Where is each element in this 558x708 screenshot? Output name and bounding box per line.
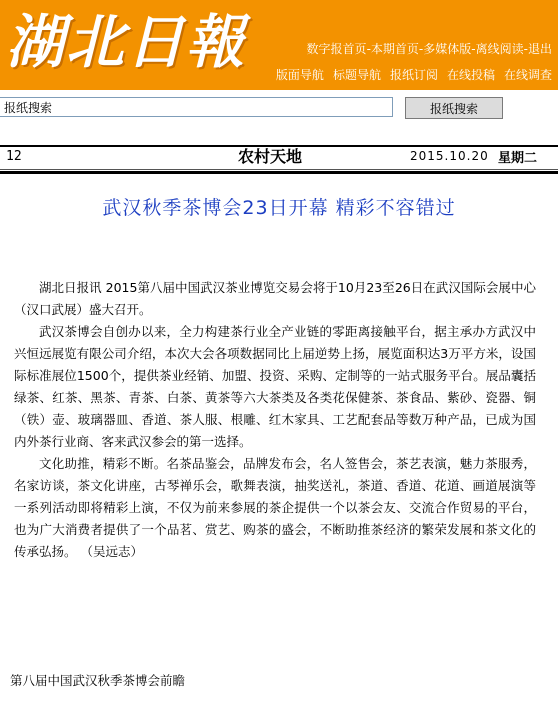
newspaper-logo[interactable]: 湖北日報 — [6, 8, 247, 76]
link-title-nav[interactable]: 标题导航 — [332, 68, 381, 82]
issue-weekday: 星期二 — [498, 151, 538, 166]
link-issue-home[interactable]: 本期首页 — [370, 42, 419, 56]
link-subscribe[interactable]: 报纸订阅 — [389, 68, 438, 82]
section-divider-bottom-thick — [0, 171, 558, 174]
masthead — [0, 0, 558, 90]
article-paragraph: 湖北日报讯 2015第八届中国武汉茶业博览交易会将于10月23至26日在武汉国际会展中心（汉口武展）盛大召开。 — [14, 280, 536, 317]
link-offline-reading[interactable]: 离线阅读 — [475, 42, 524, 56]
link-online-survey[interactable]: 在线调查 — [503, 68, 552, 82]
section-divider-bottom — [0, 169, 558, 170]
article-headline: 武汉秋季茶博会23日开幕 精彩不容错过 — [102, 197, 456, 219]
link-multimedia[interactable]: 多媒体版 — [423, 42, 472, 56]
nav-links — [267, 66, 552, 83]
section-title: 农村天地 — [238, 147, 303, 166]
search-button[interactable]: 报纸搜索 — [405, 97, 503, 119]
article-paragraph: 武汉茶博会自创办以来，全力构建茶行业全产业链的零距离接触平台，据主承办方武汉中兴恒远展览有限公司介绍，本次大会各项数据同比上届逆势上扬，展览面积达3万平方米，设国际标准展位1500个，提供茶业经销、加盟、投资、采购、定制等的一站式服务平台。展品囊括绿茶、红茶、黑茶、青茶、白茶、黄茶等六大茶类及各类花保健茶、茶食品、紫砂、瓷器、铜（铁）壶、玻璃器皿、香道、茶人服、根雕、红木家具、工艺配套品等数万种产品，已成为国内外茶行业商、客来武汉参会的第一选择。 — [14, 324, 536, 449]
article-paragraph: 文化助推，精彩不断。名茶品鉴会，品牌发布会，名人签售会，茶艺表演，魅力茶服秀，名家访谈，茶文化讲座，古琴禅乐会，歌舞表演，抽奖送礼，茶道、香道、花道、画道展演等一系列活动即将精彩上演，不仅为前来参展的茶企提供一个以茶会友、交流合作贸易的平台，也为广大消费者提供了一个品茗、赏艺、购茶的盛会，不断助推茶经济的繁荣发展和茶文化的传承弘扬。 （吴远志） — [14, 456, 536, 559]
search-input[interactable] — [0, 97, 393, 117]
article-body — [14, 277, 536, 563]
article-caption: 第八届中国武汉秋季茶博会前瞻 — [10, 673, 186, 688]
page-number: 12 — [6, 149, 22, 164]
search-bar — [0, 90, 558, 126]
issue-date: 2015.10.20 — [410, 149, 489, 163]
link-logout[interactable]: 退出 — [527, 42, 552, 56]
link-page-nav[interactable]: 版面导航 — [275, 68, 324, 82]
link-submit-article[interactable]: 在线投稿 — [446, 68, 495, 82]
top-links: 数字报首页-本期首页-多媒体版-离线阅读-退出 — [306, 42, 552, 56]
link-digital-home[interactable]: 数字报首页 — [306, 42, 367, 56]
